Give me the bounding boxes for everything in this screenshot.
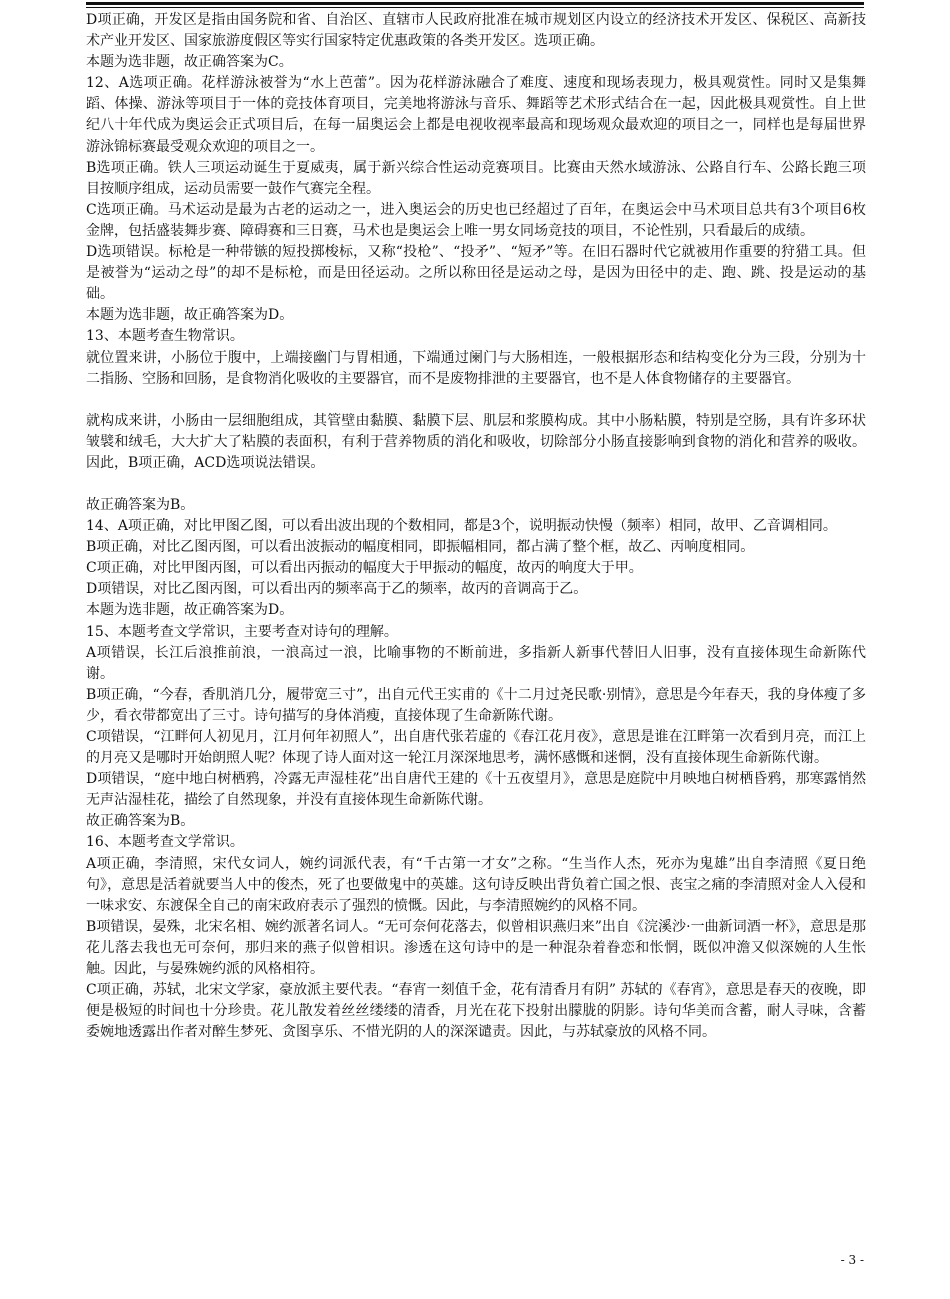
paragraph: 12、A选项正确。花样游泳被誉为“水上芭蕾”。因为花样游泳融合了难度、速度和现场表现力，极具观赏性。同时又是集舞蹈、体操、游泳等项目于一体的竞技体育项目，完美地将游泳与音乐、舞蹈等艺术形式结合在一起，因此极具观赏性。自上世纪八十年代成为奥运会正式项目后，在每一届奥运会上都是电视收视率最高和现场观众最欢迎的项目之一，同样也是每届世界游泳锦标赛最受观众欢迎的项目之一。 — [86, 75, 866, 155]
paragraph: 故正确答案为B。 — [86, 496, 195, 513]
paragraph-gap — [86, 390, 866, 411]
paragraph: 就构成来讲，小肠由一层细胞组成，其管壁由黏膜、黏膜下层、肌层和浆膜构成。其中小肠粘膜，特别是空肠，具有许多环状皱襞和绒毛，大大扩大了粘膜的表面积，有利于营养物质的消化和吸收，切除部分小肠直接影响到食物的消化和营养的吸收。因此，B项正确，ACD选项说法错误。 — [86, 412, 866, 471]
paragraph: D项错误，对比乙图丙图，可以看出丙的频率高于乙的频率，故丙的音调高于乙。 — [86, 581, 588, 598]
paragraph: C选项正确。马术运动是最为古老的运动之一，进入奥运会的历史也已经超过了百年，在奥运会中马术项目总共有3个项目6枚金牌，包括盛装舞步赛、障碍赛和三日赛，马术也是奥运会上唯一男女同场竞技的项目，不论性别，只看最后的成绩。 — [86, 201, 866, 239]
paragraph: 本题为选非题，故正确答案为C。 — [86, 54, 293, 71]
paragraph: D项正确，开发区是指由国务院和省、自治区、直辖市人民政府批准在城市规划区内设立的经济技术开发区、保税区、高新技术产业开发区、国家旅游度假区等实行国家特定优惠政策的各类开发区。选项正确。 — [86, 12, 866, 50]
paragraph: 就位置来讲，小肠位于腹中，上端接幽门与胃相通，下端通过阑门与大肠相连，一般根据形态和结构变化分为三段，分别为十二指肠、空肠和回肠，是食物消化吸收的主要器官，而不是废物排泄的主要器官，也不是人体食物储存的主要器官。 — [86, 349, 866, 387]
paragraph: B项正确，对比乙图丙图，可以看出波振动的幅度相同，即振幅相同，都占满了整个框，故乙、丙响度相同。 — [86, 539, 755, 556]
paragraph: 16、本题考查文学常识。 — [86, 834, 244, 851]
answer-explanations — [86, 10, 866, 1043]
paragraph: B项错误，晏殊，北宋名相、婉约派著名词人。“无可奈何花落去，似曾相识燕归来”出自《浣溪沙·一曲新词酒一杯》，意思是那花儿落去我也无可奈何，那归来的燕子似曾相识。渗透在这句诗中的是一种混杂着眷恋和怅惘，既似冲澹又似深婉的人生怅触。因此，与晏殊婉约派的风格相符。 — [86, 918, 866, 978]
paragraph: 13、本题考查生物常识。 — [86, 328, 244, 345]
paragraph: C项正确，对比甲图丙图，可以看出丙振动的幅度大于甲振动的幅度，故丙的响度大于甲。 — [86, 560, 643, 577]
paragraph: B项正确，“今春，香肌消几分，履带宽三寸”，出自元代王实甫的《十二月过尧民歌·别情》，意思是今年春天，我的身体瘦了多少，看衣带都宽出了三寸。诗句描写的身体消瘦，直接体现了生命新陈代谢。 — [86, 686, 866, 724]
page-number: - 3 - — [840, 1253, 864, 1267]
paragraph: C项错误，“江畔何人初见月，江月何年初照人”，出自唐代张若虚的《春江花月夜》，意思是谁在江畔第一次看到月亮，而江上的月亮又是哪时开始朗照人呢？体现了诗人面对这一轮江月深深地思考，满怀感慨和迷惘，没有直接体现生命新陈代谢。 — [86, 729, 866, 767]
paragraph: A项正确，李清照，宋代女词人，婉约词派代表，有“千古第一才女”之称。“生当作人杰，死亦为鬼雄”出自李清照《夏日绝句》，意思是活着就要当人中的俊杰，死了也要做鬼中的英雄。这句诗反映出背负着亡国之恨、丧宝之痛的李清照对金人入侵和一味求安、东渡保全自己的南宋政府表示了强烈的愤慨。因此，与李清照婉约的风格不同。 — [86, 855, 866, 914]
paragraph: B选项正确。铁人三项运动诞生于夏威夷，属于新兴综合性运动竞赛项目。比赛由天然水域游泳、公路自行车、公路长跑三项目按顺序组成，运动员需要一鼓作气赛完全程。 — [86, 159, 866, 197]
paragraph: 本题为选非题，故正确答案为D。 — [86, 307, 294, 324]
paragraph: C项正确，苏轼，北宋文学家，豪放派主要代表。“春宵一刻值千金，花有清香月有阴” 苏轼的《春宵》，意思是春天的夜晚，即便是极短的时间也十分珍贵。花儿散发着丝丝缕缕的清香，月光在花下投射出朦胧的阴影。诗句华美而含蓄，耐人寻味，含蓄委婉地透露出作者对醉生梦死、贪图享乐、不惜光阴的人的深深谴责。因此，与苏轼豪放的风格不同。 — [86, 982, 866, 1041]
paragraph: 故正确答案为B。 — [86, 813, 195, 830]
paragraph: A项错误，长江后浪推前浪，一浪高过一浪，比喻事物的不断前进，多指新人新事代替旧人旧事，没有直接体现生命新陈代谢。 — [86, 644, 866, 682]
paragraph: 14、A项正确，对比甲图乙图，可以看出波出现的个数相同，都是3个，说明振动快慢（频率）相同，故甲、乙音调相同。 — [86, 518, 837, 535]
paragraph: 15、本题考查文学常识，主要考查对诗句的理解。 — [86, 623, 398, 640]
paragraph: D项错误，“庭中地白树栖鸦，冷露无声湿桂花”出自唐代王建的《十五夜望月》，意思是庭院中月映地白树栖昏鸦，那寒露悄然无声沾湿桂花，描绘了自然现象，并没有直接体现生命新陈代谢。 — [86, 771, 866, 809]
header-rule — [86, 2, 864, 8]
paragraph: D选项错误。标枪是一种带镞的短投掷梭标，又称“投枪”、“投矛”、“短矛”等。在旧石器时代它就被用作重要的狩猎工具。但是被誉为“运动之母”的却不是标枪，而是田径运动。之所以称田径是运动之母，是因为田径中的走、跑、跳、投是运动的基础。 — [86, 244, 866, 303]
paragraph-gap — [86, 474, 866, 495]
paragraph: 本题为选非题，故正确答案为D。 — [86, 602, 294, 619]
